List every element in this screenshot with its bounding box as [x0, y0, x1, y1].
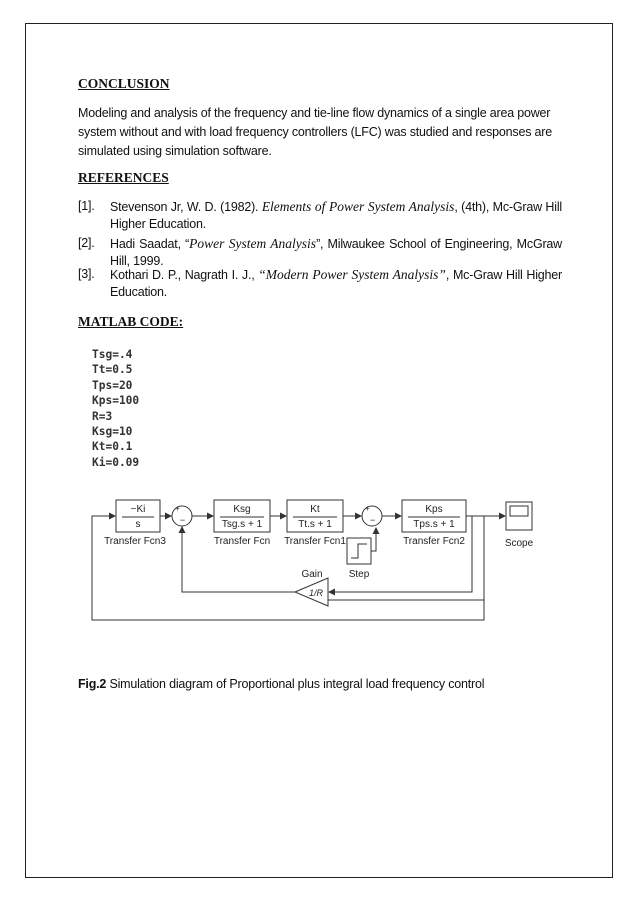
reference-title: Power System Analysis — [189, 236, 317, 251]
tf-label: Transfer Fcn — [213, 536, 271, 547]
scope-label: Scope — [504, 538, 534, 549]
tf-numerator: Ksg — [233, 504, 251, 515]
tf2-numerator: Kps — [425, 504, 443, 515]
tf1-label: Transfer Fcn1 — [284, 536, 346, 547]
tf1-denominator: Tt.s + 1 — [298, 519, 332, 530]
tf-denominator: Tsg.s + 1 — [221, 519, 263, 530]
code-line: Tsg=.4 — [92, 348, 133, 361]
tf2-denominator: Tps.s + 1 — [413, 519, 455, 530]
code-line: Ksg=10 — [92, 425, 133, 439]
matlab-heading: MATLAB CODE: — [78, 314, 184, 329]
tf1-numerator: Kt — [310, 504, 320, 515]
sum1-plus-sign: + — [175, 504, 180, 513]
sum2-minus-sign: − — [370, 515, 376, 525]
tf3-denominator: s — [135, 519, 141, 530]
reference-item — [78, 198, 562, 233]
references-heading: REFERENCES — [78, 170, 169, 185]
gain-value: 1/R — [308, 588, 324, 598]
reference-title: “Modern Power System Analysis” — [258, 267, 446, 282]
simulink-block-diagram — [80, 490, 550, 645]
reference-title: Elements of Power System Analysis — [261, 199, 455, 214]
tf3-numerator: −Ki — [130, 504, 146, 515]
reference-number: [3]. — [78, 267, 95, 281]
step-block — [347, 538, 371, 564]
sum2-plus-sign: + — [365, 504, 370, 513]
code-line: Kps=100 — [92, 394, 140, 408]
step-icon — [351, 544, 367, 558]
sum1-minus-sign: − — [180, 515, 186, 525]
conclusion-line-1: Modeling and analysis of the frequency and tie-line flow dynamics of a single area power — [78, 106, 551, 120]
conclusion-line-3: simulated using simulation software. — [78, 144, 272, 158]
reference-text: Hadi Saadat, “Power System Analysis”, Milwaukee School of Engineering, McGraw Hill, 1999. — [110, 236, 563, 268]
gain-label: Gain — [301, 569, 323, 580]
reference-item — [78, 235, 562, 270]
code-line: Tps=20 — [92, 378, 133, 392]
figure-caption — [78, 677, 484, 691]
scope-screen — [510, 506, 528, 516]
tf3-label: Transfer Fcn3 — [104, 536, 166, 547]
reference-number: [2]. — [78, 236, 95, 250]
tf2-label: Transfer Fcn2 — [403, 536, 465, 547]
conclusion-line-2: system without and with load frequency controllers (LFC) was studied and responses are — [78, 125, 553, 139]
reference-item — [78, 266, 562, 301]
figure-caption-text: Simulation diagram of Proportional plus integral load frequency control — [106, 676, 485, 691]
code-line: R=3 — [92, 409, 113, 423]
step-label: Step — [348, 569, 370, 580]
code-line: Ki=0.09 — [92, 455, 140, 469]
reference-text: Kothari D. P., Nagrath I. J., “Modern Power System Analysis”, Mc-Graw Hill Higher Education. — [110, 267, 563, 299]
code-line: Kt=0.1 — [92, 440, 133, 454]
matlab-code-block — [92, 347, 139, 470]
reference-text: Stevenson Jr, W. D. (1982). Elements of Power System Analysis, (4th), Mc-Graw Hill Higher Education. — [110, 199, 562, 231]
code-line: Tt=0.5 — [92, 363, 133, 377]
figure-number: Fig.2 — [78, 676, 107, 691]
reference-number: [1]. — [78, 199, 95, 213]
conclusion-heading: CONCLUSION — [78, 76, 170, 91]
